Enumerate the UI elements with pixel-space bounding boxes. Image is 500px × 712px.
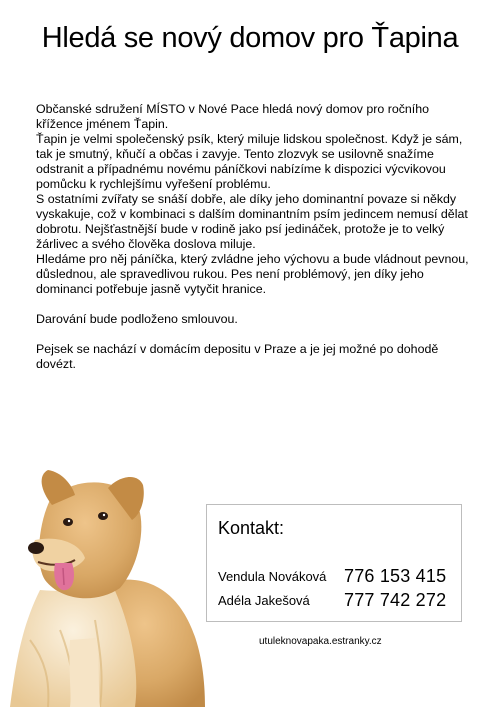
website-link[interactable]: utuleknovapaka.estranky.cz	[259, 636, 382, 647]
paragraph-owner: Hledáme pro něj páníčka, který zvládne jeho výchovu a bude vládnout pevnou, důslednou, ale spravedlivou rukou. Pes není problémový, jen díky jeho dominanci potřebuje jasně vytyčit hranice.	[36, 252, 469, 296]
contact-name: Vendula Nováková	[218, 569, 327, 584]
paragraph-location: Pejsek se nachází v domácím depositu v Praze a je jej možné po dohodě dovézt.	[36, 342, 439, 371]
paragraph-animals: S ostatními zvířaty se snáší dobře, ale díky jeho dominantní povaze si někdy vyskakuje, což v kombinaci s dalším dominantním psím jedincem nemusí dělat dobrotu. Nejšťastnější bude v rodině jako psí jedináček, protože je to velký žárlivec a svého člověka doslova miluje.	[36, 192, 468, 251]
paragraph-character: Ťapin je velmi společenský psík, který miluje lidskou společnost. Když je sám, tak je smutný, kňučí a občas i zavyje. Tento zlozvyk se usilovně snažíme odstranit a případnému novému páníčkovi nabízíme k dispozici výcvikovou pomůcku k rychlejšímu vyřešení problému.	[36, 132, 463, 191]
dog-photo-icon	[0, 470, 215, 707]
contact-name: Adéla Jakešová	[218, 593, 310, 608]
poster-title: Hledá se nový domov pro Ťapina	[41, 22, 459, 54]
contact-phone: 777 742 272	[344, 590, 447, 610]
poster-body	[36, 102, 476, 372]
paragraph-gap	[36, 327, 476, 342]
contact-row	[218, 589, 458, 611]
contact-heading: Kontakt:	[218, 518, 285, 538]
paragraph-gap	[36, 297, 476, 312]
contact-row	[218, 565, 458, 587]
contact-phone: 776 153 415	[344, 566, 447, 586]
paragraph-intro: Občanské sdružení MÍSTO v Nové Pace hledá nový domov pro ročního křížence jménem Ťapin.	[36, 102, 430, 131]
paragraph-contract: Darování bude podloženo smlouvou.	[36, 312, 238, 326]
contact-box	[206, 504, 462, 622]
